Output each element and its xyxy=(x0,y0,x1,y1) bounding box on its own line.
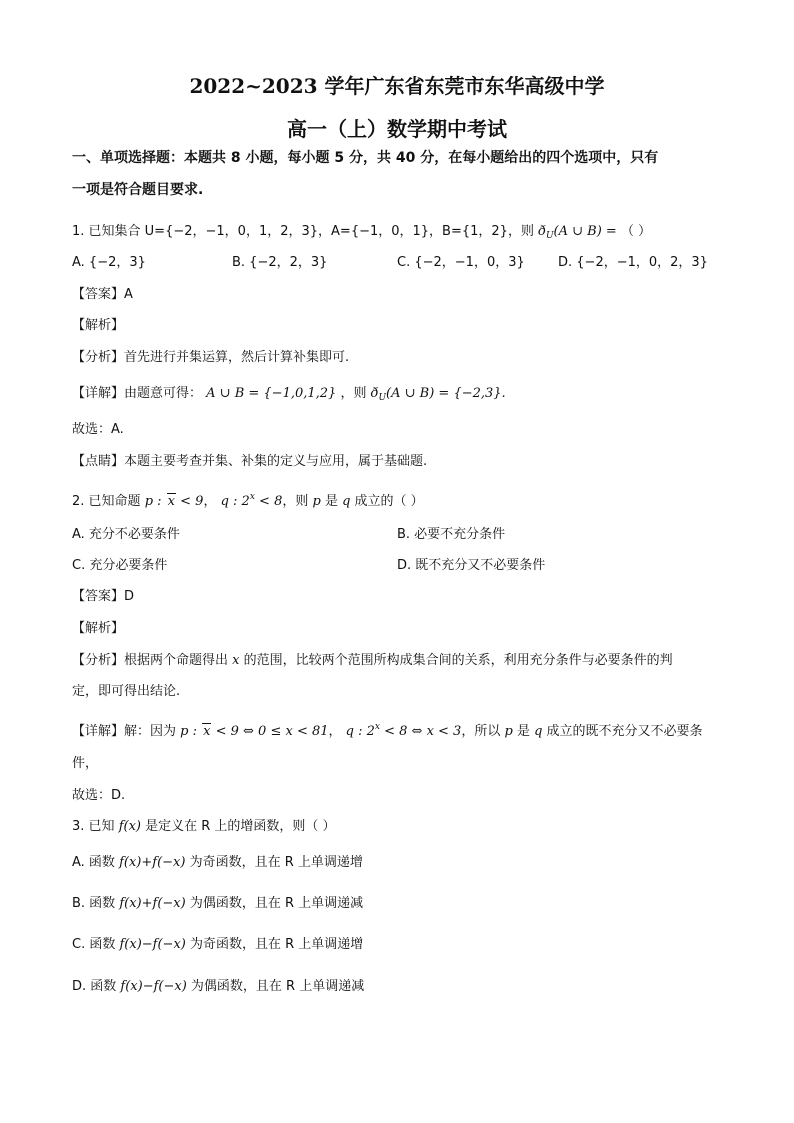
q2-stem-suffix: 成立的（ ） xyxy=(354,494,424,509)
q1-dianjing: 【点睛】本题主要考查并集、补集的定义与应用，属于基础题. xyxy=(72,454,428,469)
q3-option-c-tail: 为奇函数，且在 R 上单调递增 xyxy=(189,937,364,952)
q2-xiangjie-q: q : $2^x < 8$ ⇔ x < 3 xyxy=(345,722,462,739)
q1-xiangjie-mid: ，则 xyxy=(340,386,367,401)
q1-answer: 【答案】A xyxy=(72,287,133,302)
q1-xiangjie-prefix: 【详解】由题意可得： xyxy=(72,386,203,401)
q1-paren: （ ） xyxy=(620,224,652,239)
q2-option-b: B. 必要不充分条件 xyxy=(397,527,506,542)
q2-choice: 故选：D. xyxy=(72,788,126,803)
q2-xiangjie: 【详解】解：因为 p : x < 9 ⇔ 0 ≤ x < 81， q : $2^x < 8$ ⇔ x < 3，所以 p 是 q 成立的既不充分又不必要条 xyxy=(72,722,703,739)
q1-stem xyxy=(72,224,651,244)
q3-option-c xyxy=(72,937,363,953)
q3-option-b-tail: 为偶函数，且在 R 上单调递减 xyxy=(189,896,364,911)
q2-xiangjie-var-q: q xyxy=(534,724,543,739)
q1-fenxi: 【分析】首先进行并集运算，然后计算补集即可. xyxy=(72,350,350,365)
q2-fenxi-var: x xyxy=(232,653,240,668)
q2-stem: 2. 已知命题 p : x < 9， q : $2^x < 8$，则 p 是 q 成立的（ ） xyxy=(72,492,424,509)
q3-option-c-label: C. 函数 xyxy=(72,937,116,952)
q2-option-d: D. 既不充分又不必要条件 xyxy=(397,558,546,573)
q3-fx: f(x) xyxy=(118,819,141,834)
q3-option-d-expr: f(x)−f(−x) xyxy=(120,979,187,994)
q1-complement-result: $ð_U(A$ ∪ B) = {−2,3}. xyxy=(370,386,506,403)
q2-prop-q: q : $2^x < 8$ xyxy=(220,492,283,509)
q2-xiangjie-line2: 件， xyxy=(72,756,99,771)
q2-xiangjie-p: p : x < 9 ⇔ 0 ≤ x < 81 xyxy=(180,724,329,739)
q1-analysis-label: 【解析】 xyxy=(72,318,125,333)
q2-xiangjie-prefix: 【详解】解：因为 xyxy=(72,724,177,739)
q1-stem-text: 1. 已知集合 U={−2，−1，0，1，2，3}，A={−1，0，1}，B={1，2}，则 xyxy=(72,224,534,239)
q1-option-b: B. {−2，2，3} xyxy=(232,255,328,270)
q2-fenxi-line1 xyxy=(72,653,673,669)
q3-option-b-expr: f(x)+f(−x) xyxy=(119,896,186,911)
q3-option-a-expr: f(x)+f(−x) xyxy=(119,855,186,870)
q2-analysis-label: 【解析】 xyxy=(72,621,125,636)
q3-option-a-tail: 为奇函数，且在 R 上单调递增 xyxy=(189,855,363,870)
q3-stem-prefix: 3. 已知 xyxy=(72,819,115,834)
q2-fenxi-rest: 的范围，比较两个范围所构成集合间的关系，利用充分条件与必要条件的判 xyxy=(243,653,673,668)
q3-option-b-label: B. 函数 xyxy=(72,896,116,911)
section-heading-line2: 一项是符合题目要求. xyxy=(72,182,204,198)
q1-option-c: C. {−2，−1，0，3} xyxy=(397,255,525,270)
q2-var-q: q xyxy=(342,494,351,509)
exam-title-line1: 2022~2023 学年广东省东莞市东华高级中学 xyxy=(189,74,605,98)
section-heading-line1: 一、单项选择题：本题共 8 小题，每小题 5 分，共 40 分，在每小题给出的四个选项中，只有 xyxy=(72,150,659,166)
q2-fenxi-line2: 定，即可得出结论. xyxy=(72,684,181,699)
q1-option-a: A. {−2，3} xyxy=(72,255,146,270)
q2-option-c: C. 充分必要条件 xyxy=(72,558,168,573)
q3-option-c-expr: f(x)−f(−x) xyxy=(119,937,186,952)
q2-fenxi-prefix: 【分析】根据两个命题得出 xyxy=(72,653,229,668)
q3-stem-suffix: 是定义在 R 上的增函数，则（ ） xyxy=(145,819,336,834)
q3-option-b xyxy=(72,896,363,912)
q3-stem xyxy=(72,819,336,835)
q3-option-a xyxy=(72,855,363,871)
q2-stem-prefix: 2. 已知命题 xyxy=(72,494,141,509)
q1-option-d: D. {−2，−1，0，2，3} xyxy=(558,255,708,270)
q1-complement-expr: $ð_U(A$ ∪ B) = xyxy=(538,224,617,241)
q1-choice: 故选：A. xyxy=(72,422,124,437)
q2-xiangjie-suffix: 成立的既不充分又不必要条 xyxy=(546,724,703,739)
q2-prop-p: p : x < 9 xyxy=(144,494,204,509)
q1-union-expr: A ∪ B = {−1,0,1,2} xyxy=(206,386,337,401)
q2-var-p: p xyxy=(312,494,321,509)
q2-xiangjie-var-p: p xyxy=(504,724,513,739)
exam-title-line2: 高一（上）数学期中考试 xyxy=(287,117,507,141)
q3-option-a-label: A. 函数 xyxy=(72,855,115,870)
q3-option-d-tail: 为偶函数，且在 R 上单调递减 xyxy=(190,979,365,994)
q2-option-a: A. 充分不必要条件 xyxy=(72,527,180,542)
q1-xiangjie xyxy=(72,386,506,406)
q3-option-d-label: D. 函数 xyxy=(72,979,117,994)
q3-option-d xyxy=(72,979,364,995)
q2-answer: 【答案】D xyxy=(72,589,135,604)
